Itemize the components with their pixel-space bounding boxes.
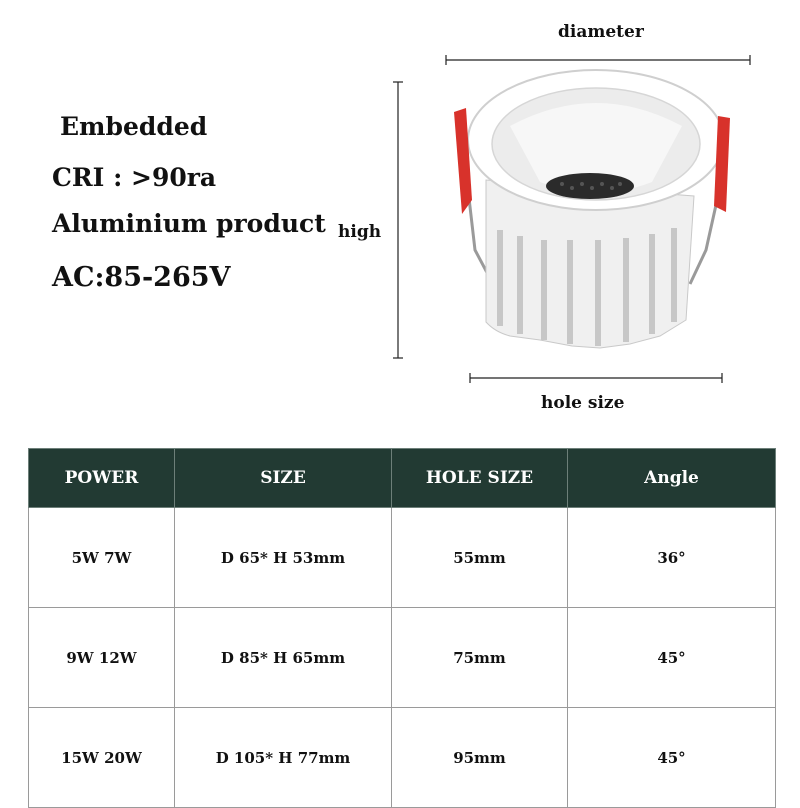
hole-size-label: hole size (541, 393, 625, 413)
diameter-line (446, 55, 750, 65)
cell-size: D 65* H 53mm (175, 508, 392, 608)
spec-voltage: AC:85-265V (52, 262, 231, 293)
cell-angle: 45° (568, 608, 776, 708)
left-clip (454, 108, 472, 214)
header-power: POWER (29, 449, 175, 508)
spec-embedded: Embedded (60, 112, 208, 141)
cell-hole-size: 75mm (392, 608, 568, 708)
cell-hole-size: 55mm (392, 508, 568, 608)
spec-cri: CRI : >90ra (52, 163, 217, 192)
honeycomb-grille (546, 173, 634, 199)
table-row (29, 708, 776, 808)
downlight-product (454, 70, 730, 348)
spec-material: Aluminium product (52, 209, 326, 238)
height-line (393, 82, 403, 358)
cell-power: 15W 20W (29, 708, 175, 808)
cell-angle: 36° (568, 508, 776, 608)
table-row (29, 508, 776, 608)
hole-size-line (470, 373, 722, 383)
cell-power: 9W 12W (29, 608, 175, 708)
table-row (29, 608, 776, 708)
height-label: high (338, 222, 382, 242)
spec-table (28, 448, 776, 808)
header-hole-size: HOLE SIZE (392, 449, 568, 508)
diameter-label: diameter (558, 22, 644, 42)
cell-angle: 45° (568, 708, 776, 808)
header-angle: Angle (568, 449, 776, 508)
cell-hole-size: 95mm (392, 708, 568, 808)
header-size: SIZE (175, 449, 392, 508)
table-header-row (29, 449, 776, 508)
cell-size: D 105* H 77mm (175, 708, 392, 808)
cell-size: D 85* H 65mm (175, 608, 392, 708)
cell-power: 5W 7W (29, 508, 175, 608)
